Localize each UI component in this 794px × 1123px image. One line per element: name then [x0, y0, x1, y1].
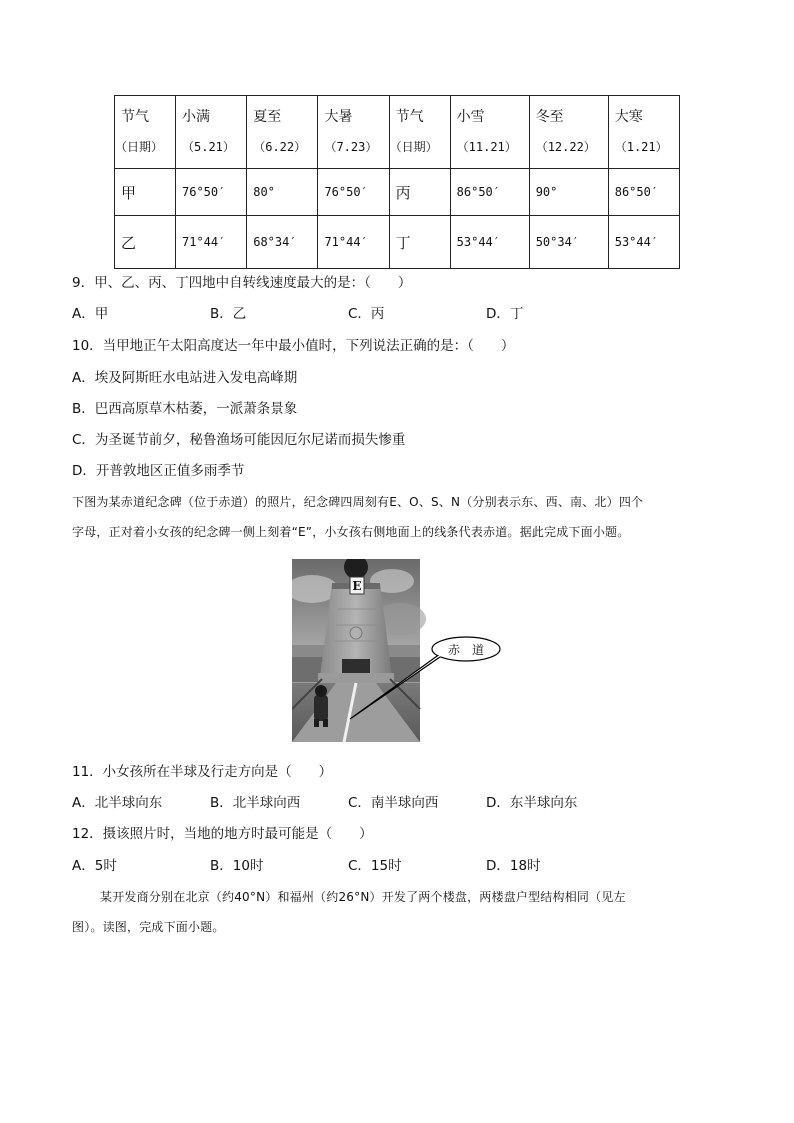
q9-option-d[interactable]: D．丁 [486, 306, 524, 322]
header-term: 节气 [395, 109, 424, 125]
passage-1-line-1: 下图为某赤道纪念碑（位于赤道）的照片，纪念碑四周刻有E、O、S、N（分别表示东、西、南、北）四个 [72, 495, 644, 509]
question-9-stem: 9．甲、乙、丙、丁四地中自转线速度最大的是：（ ） [72, 275, 412, 291]
q11-option-c[interactable]: C．南半球向西 [348, 795, 439, 811]
table-cell: 86°50′ [450, 169, 529, 216]
table-cell: 68°34′ [247, 216, 318, 269]
header-cell [608, 96, 679, 169]
header-date: （日期） [389, 140, 438, 154]
header-date: （7.23） [324, 140, 378, 154]
table-cell: 乙 [115, 216, 176, 269]
header-date: （12.22） [535, 140, 596, 154]
solar-terms-table [114, 95, 680, 269]
equator-callout-label: 赤 道 [447, 643, 485, 657]
header-date: （1.21） [614, 140, 668, 154]
header-cell [176, 96, 247, 169]
header-date: （11.21） [456, 140, 517, 154]
header-date: （5.21） [182, 140, 235, 154]
question-11-stem: 11．小女孩所在半球及行走方向是（ ） [72, 764, 333, 780]
table-row [115, 169, 680, 216]
header-cell [115, 96, 176, 169]
header-term: 冬至 [535, 109, 564, 125]
q9-option-a[interactable]: A．甲 [72, 306, 109, 322]
passage-2-line-1: 某开发商分别在北京（约40°N）和福州（约26°N）开发了两个楼盘，两楼盘户型结构相同（见左 [100, 890, 626, 904]
q11-option-d[interactable]: D．东半球向东 [486, 795, 578, 811]
table-cell: 50°34′ [529, 216, 608, 269]
table-cell: 53°44′ [450, 216, 529, 269]
table-cell: 90° [529, 169, 608, 216]
q9-option-b[interactable]: B．乙 [210, 306, 247, 322]
table-cell: 丁 [389, 216, 450, 269]
header-cell [529, 96, 608, 169]
table-cell: 甲 [115, 169, 176, 216]
table-header-row [115, 96, 680, 169]
table-cell: 86°50′ [608, 169, 679, 216]
q12-option-c[interactable]: C．15时 [348, 858, 402, 874]
header-term: 小满 [182, 109, 210, 125]
q10-option-b[interactable]: B．巴西高原草木枯萎，一派萧条景象 [72, 401, 298, 417]
header-cell [450, 96, 529, 169]
q10-option-a[interactable]: A．埃及阿斯旺水电站进入发电高峰期 [72, 370, 298, 386]
table-cell: 53°44′ [608, 216, 679, 269]
table-cell: 71°44′ [318, 216, 389, 269]
equator-monument-photo [292, 559, 504, 742]
header-cell [247, 96, 318, 169]
table-cell: 76°50′ [318, 169, 389, 216]
table-cell: 76°50′ [176, 169, 247, 216]
passage-1-line-2: 字母，正对着小女孩的纪念碑一侧上刻着“E”，小女孩右侧地面上的线条代表赤道。据此完成下面小题。 [72, 525, 630, 539]
header-term: 夏至 [253, 109, 282, 125]
question-10-stem: 10．当甲地正午太阳高度达一年中最小值时，下列说法正确的是：（ ） [72, 338, 515, 354]
q12-option-d[interactable]: D．18时 [486, 858, 541, 874]
header-date: （日期） [115, 140, 164, 154]
header-term: 节气 [121, 109, 149, 125]
q9-option-c[interactable]: C．丙 [348, 306, 385, 322]
table-cell: 80° [247, 169, 318, 216]
table-cell: 71°44′ [176, 216, 247, 269]
header-date: （6.22） [253, 140, 307, 154]
monument-letter: E [352, 579, 362, 593]
header-term: 大寒 [614, 109, 643, 125]
passage-2-line-2: 图）。读图，完成下面小题。 [72, 920, 225, 934]
q12-option-b[interactable]: B．10时 [210, 858, 264, 874]
header-cell [318, 96, 389, 169]
q10-option-c[interactable]: C．为圣诞节前夕，秘鲁渔场可能因厄尔尼诺而损失惨重 [72, 432, 406, 448]
table-row [115, 216, 680, 269]
table-cell: 丙 [389, 169, 450, 216]
header-term: 大暑 [324, 109, 353, 125]
header-term: 小雪 [456, 109, 485, 125]
header-cell [389, 96, 450, 169]
q12-option-a[interactable]: A．5时 [72, 858, 117, 874]
q11-option-a[interactable]: A．北半球向东 [72, 795, 163, 811]
q10-option-d[interactable]: D．开普敦地区正值多雨季节 [72, 463, 245, 479]
q11-option-b[interactable]: B．北半球向西 [210, 795, 301, 811]
question-12-stem: 12．摄该照片时，当地的地方时最可能是（ ） [72, 826, 373, 842]
